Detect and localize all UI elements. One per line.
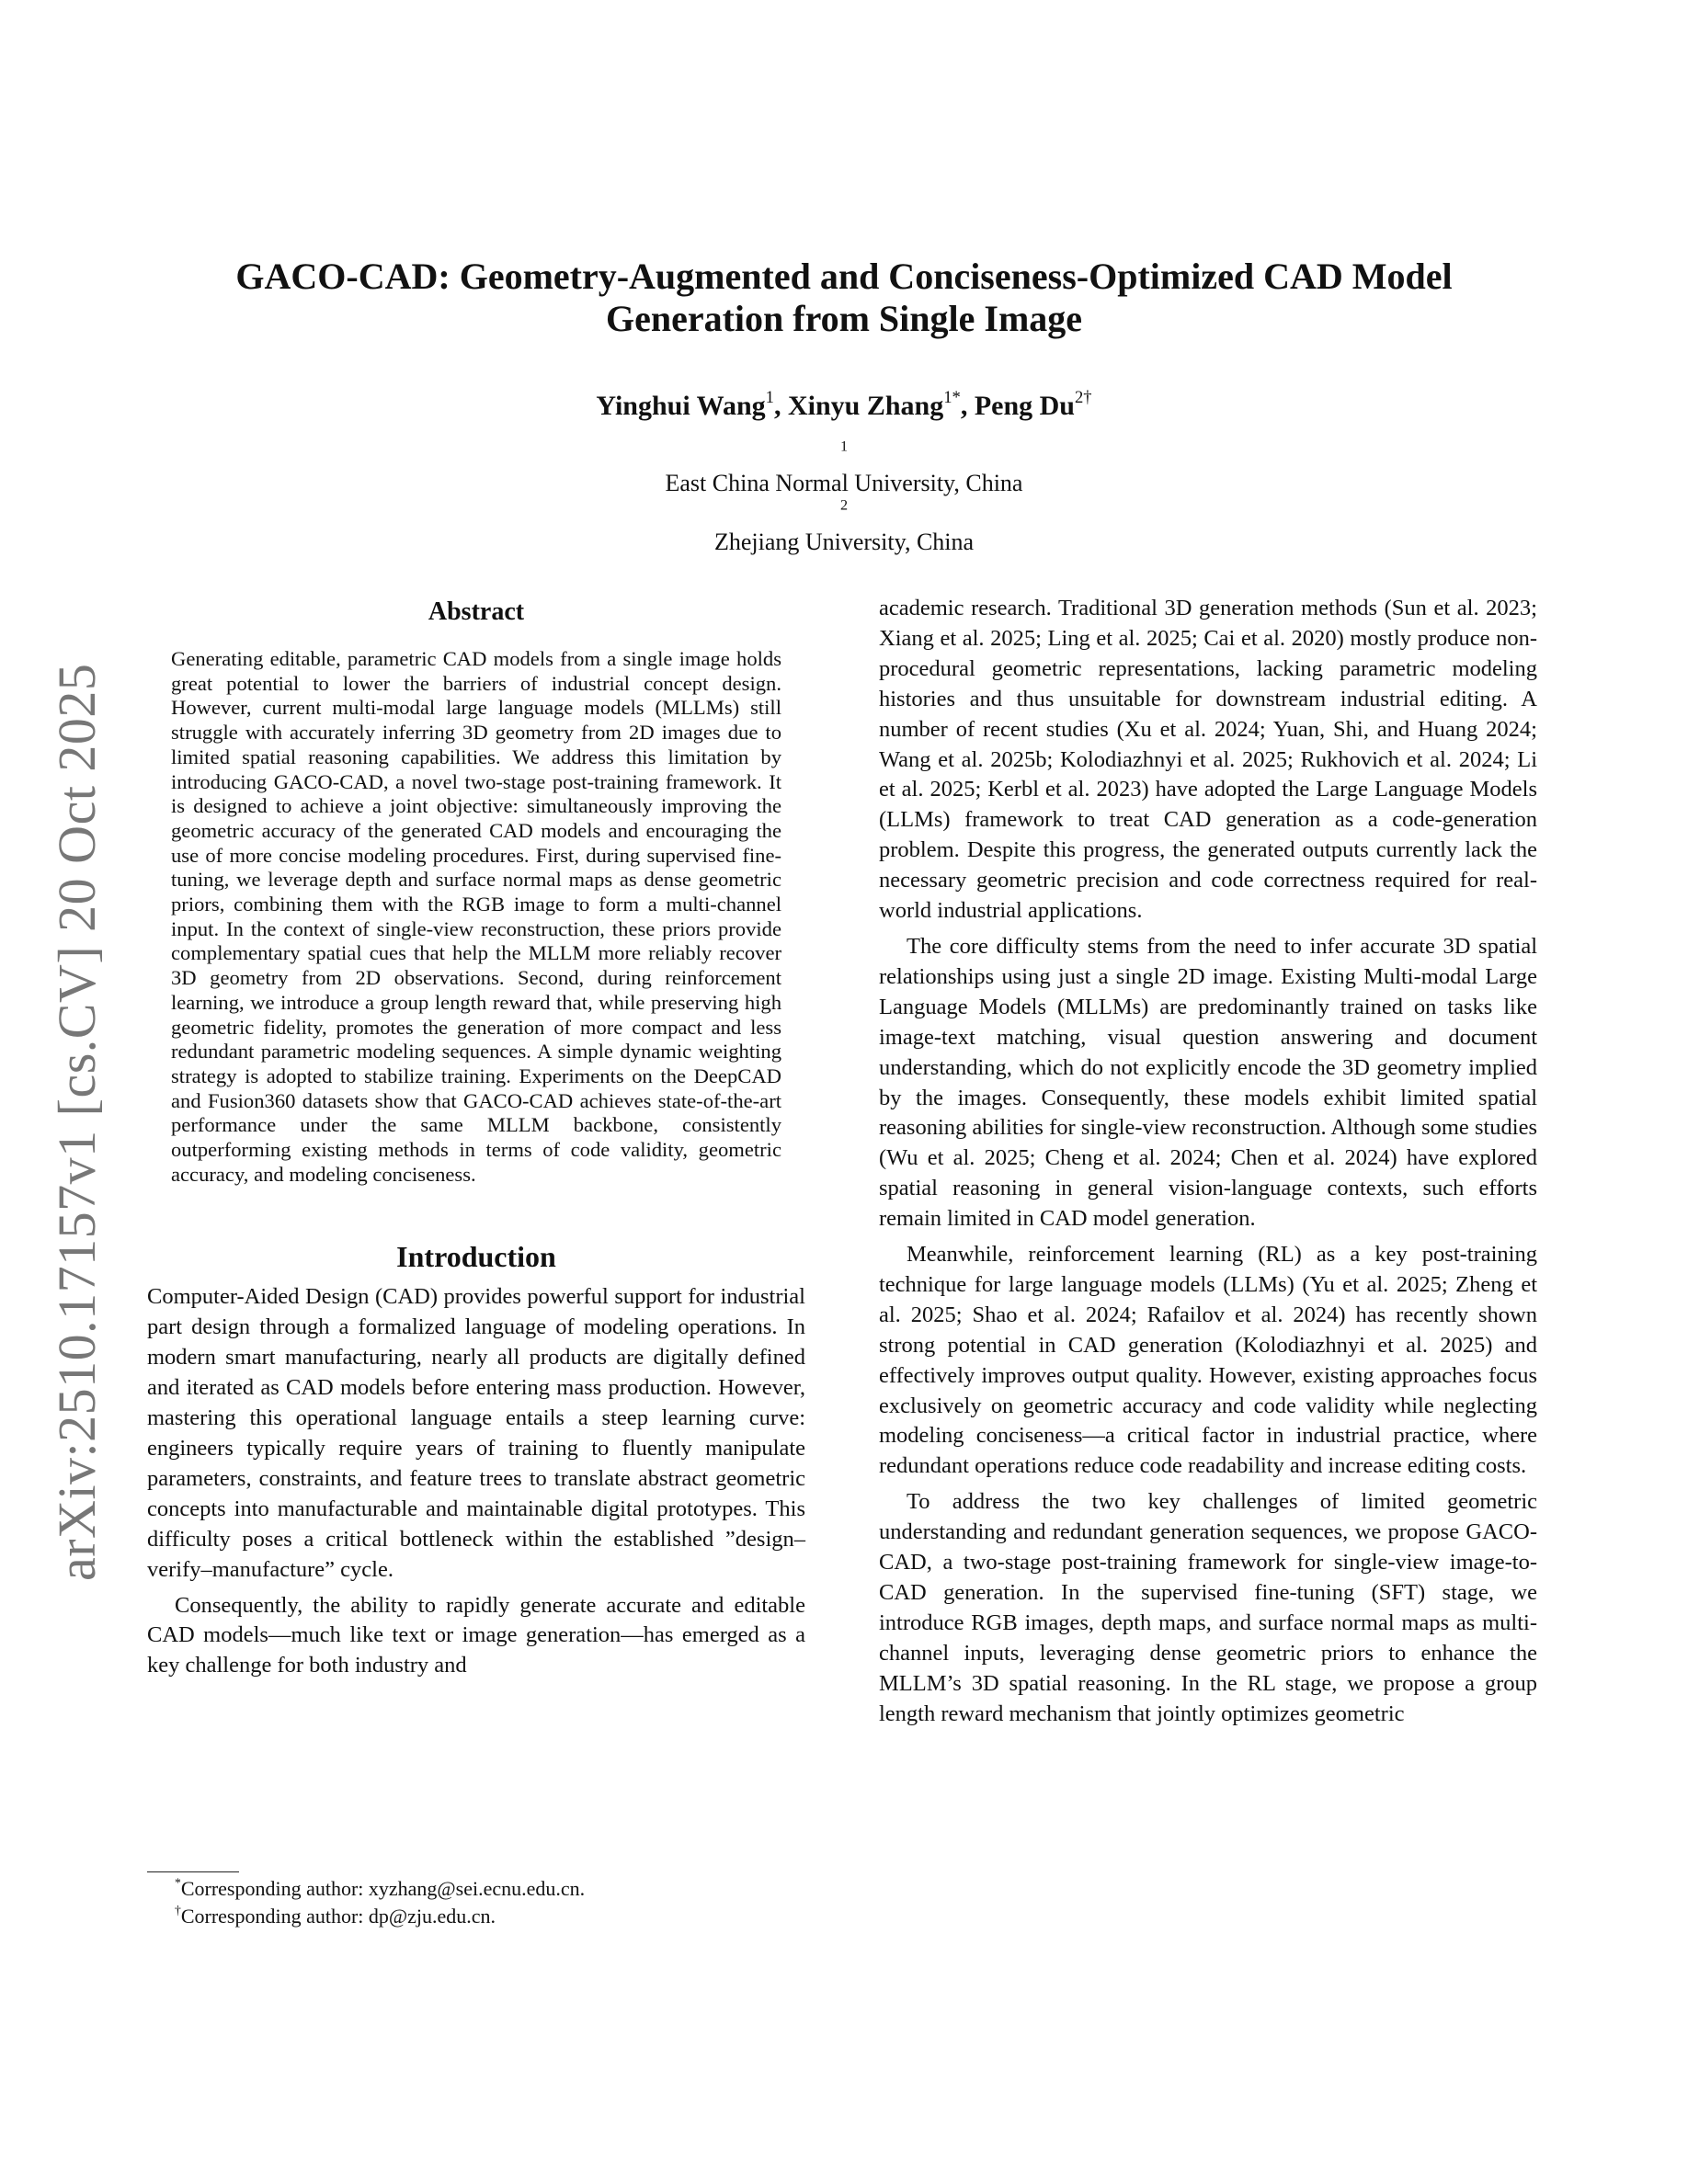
body-paragraph-continued: academic research. Traditional 3D generation methods (Sun et al. 2023; Xiang et al. 2025; Ling et al. 2025; Cai et al. 2020) mostly produce non-procedural geometric representations, lacking parametric modeling histories and thus unsuitable for downstream industrial editing. A number of recent studies (Xu et al. 2024; Yuan, Shi, and Huang 2024; Wang et al. 2025b; Kolodiazhnyi et al. 2025; Rukhovich et al. 2024; Li et al. 2025; Kerbl et al. 2023) have adopted the Large Language Models (LLMs) framework to treat CAD generation as a code-generation problem. Despite this progress, the generated outputs currently lack the necessary geometric precision and code correctness required for real-world industrial applications. <box>879 596 1537 924</box>
affiliation <box>138 498 1550 557</box>
abstract-text: Generating editable, parametric CAD models from a single image holds great potential to lower the barriers of industrial concept design. However, current multi-modal large language models (MLLMs) still struggle with accurately inferring 3D geometry from 2D images due to limited spatial reasoning capabilities. We address this limitation by introducing GACO-CAD, a novel two-stage post-training framework. It is designed to achieve a joint objective: simultaneously improving the geometric accuracy of the generated CAD models and encouraging the use of more concise modeling procedures. First, during supervised fine-tuning, we leverage depth and surface normal maps as dense geometric priors, combining them with the RGB image to form a multi-channel input. In the context of single-view reconstruction, these priors provide complementary spatial cues that help the MLLM more reliably recover 3D geometry from 2D observations. Second, during reinforcement learning, we introduce a group length reward that, while preserving high geometric fidelity, promotes the generation of more compact and less redundant parametric modeling sequences. A simple dynamic weighting strategy is adopted to stabilize training. Experiments on the DeepCAD and Fusion360 datasets show that GACO-CAD achieves state-of-the-art performance under the same MLLM backbone, consistently outperforming existing methods in terms of code validity, geometric accuracy, and modeling conciseness. <box>171 647 781 1186</box>
author-affil-marker: 1* <box>943 387 961 407</box>
author-affil-marker: 1 <box>765 387 774 407</box>
title-line-1: GACO-CAD: Geometry-Augmented and Conciseness-Optimized CAD Model <box>235 256 1453 297</box>
body-paragraph: The core difficulty stems from the need to infer accurate 3D spatial relationships using just a single 2D image. Existing Multi-modal Large Language Models (MLLMs) are predominantly trained on tasks like image-text matching, visual question answering and document understanding, which do not explicitly encode the 3D geometry implied by the images. Consequently, these models exhibit limited spatial reasoning abilities for single-view reconstruction. Although some studies (Wu et al. 2025; Cheng et al. 2024; Chen et al. 2024) have explored spatial reasoning in general vision-language contexts, such efforts remain limited in CAD model generation. <box>879 933 1537 1232</box>
affiliation <box>138 439 1550 498</box>
footnote-text: Corresponding author: xyzhang@sei.ecnu.edu.cn. <box>180 1877 586 1900</box>
affiliation-text: Zhejiang University, China <box>713 529 975 555</box>
author-affil-marker: 2† <box>1075 387 1092 407</box>
author-name: Xinyu Zhang <box>787 391 944 421</box>
footnote-divider <box>147 1871 239 1872</box>
footnotes <box>147 1875 805 1930</box>
author-name: Peng Du <box>974 391 1075 421</box>
footnote-text: Corresponding author: dp@zju.edu.cn. <box>180 1905 496 1928</box>
affiliation-marker: 2 <box>839 497 849 514</box>
affiliation-marker: 1 <box>839 438 849 455</box>
intro-paragraph-2: Consequently, the ability to rapidly generate accurate and editable CAD models—much like text or image generation—has emerged as a key challenge for both industry and <box>147 1592 805 1678</box>
arxiv-identifier-stamp: arXiv:2510.17157v1 [cs.CV] 20 Oct 2025 <box>47 663 107 1581</box>
right-column <box>879 594 1537 1735</box>
left-column <box>147 596 805 1687</box>
body-paragraph: Meanwhile, reinforcement learning (RL) as a key post-training technique for large language models (LLMs) (Yu et al. 2025; Zheng et al. 2025; Shao et al. 2024; Rafailov et al. 2024) has recently shown strong potential in CAD generation (Kolodiazhnyi et al. 2025) and effectively improves output quality. However, existing approaches focus exclusively on geometric accuracy and code validity while neglecting modeling conciseness—a critical factor in industrial practice, where redundant operations reduce code readability and increase editing costs. <box>879 1242 1537 1479</box>
author-separator: , <box>773 391 788 421</box>
footnote <box>147 1875 805 1903</box>
introduction-heading: Introduction <box>396 1240 556 1274</box>
affiliation-text: East China Normal University, China <box>665 470 1023 496</box>
footnote-marker: † <box>175 1903 181 1917</box>
affiliation-list <box>138 439 1550 557</box>
footnote <box>147 1903 805 1930</box>
author-separator: , <box>960 391 975 421</box>
abstract-heading: Abstract <box>428 597 525 626</box>
title-line-2: Generation from Single Image <box>605 298 1083 339</box>
body-paragraph: To address the two key challenges of limited geometric understanding and redundant generation sequences, we propose GACO-CAD, a two-stage post-training framework for single-view image-to-CAD generation. In the supervised fine-tuning (SFT) stage, we introduce RGB images, depth maps, and surface normal maps as multi-channel inputs, leveraging dense geometric priors to enhance the MLLM’s 3D spatial reasoning. In the RL stage, we propose a group length reward mechanism that jointly optimizes geometric <box>879 1489 1537 1726</box>
author-list <box>138 388 1550 425</box>
paper-title <box>138 256 1550 340</box>
footnote-marker: * <box>175 1875 181 1890</box>
intro-paragraph-1: Computer-Aided Design (CAD) provides powerful support for industrial part design through a formalized language of modeling operations. In modern smart manufacturing, nearly all products are digitally defined and iterated as CAD models before entering mass production. However, mastering this operational language entails a steep learning curve: engineers typically require years of training to fluently manipulate parameters, constraints, and feature trees to translate abstract geometric concepts into manufacturable and maintainable digital prototypes. This difficulty poses a critical bottleneck within the established ”design–verify–manufacture” cycle. <box>147 1284 805 1582</box>
author-name: Yinghui Wang <box>596 391 766 421</box>
